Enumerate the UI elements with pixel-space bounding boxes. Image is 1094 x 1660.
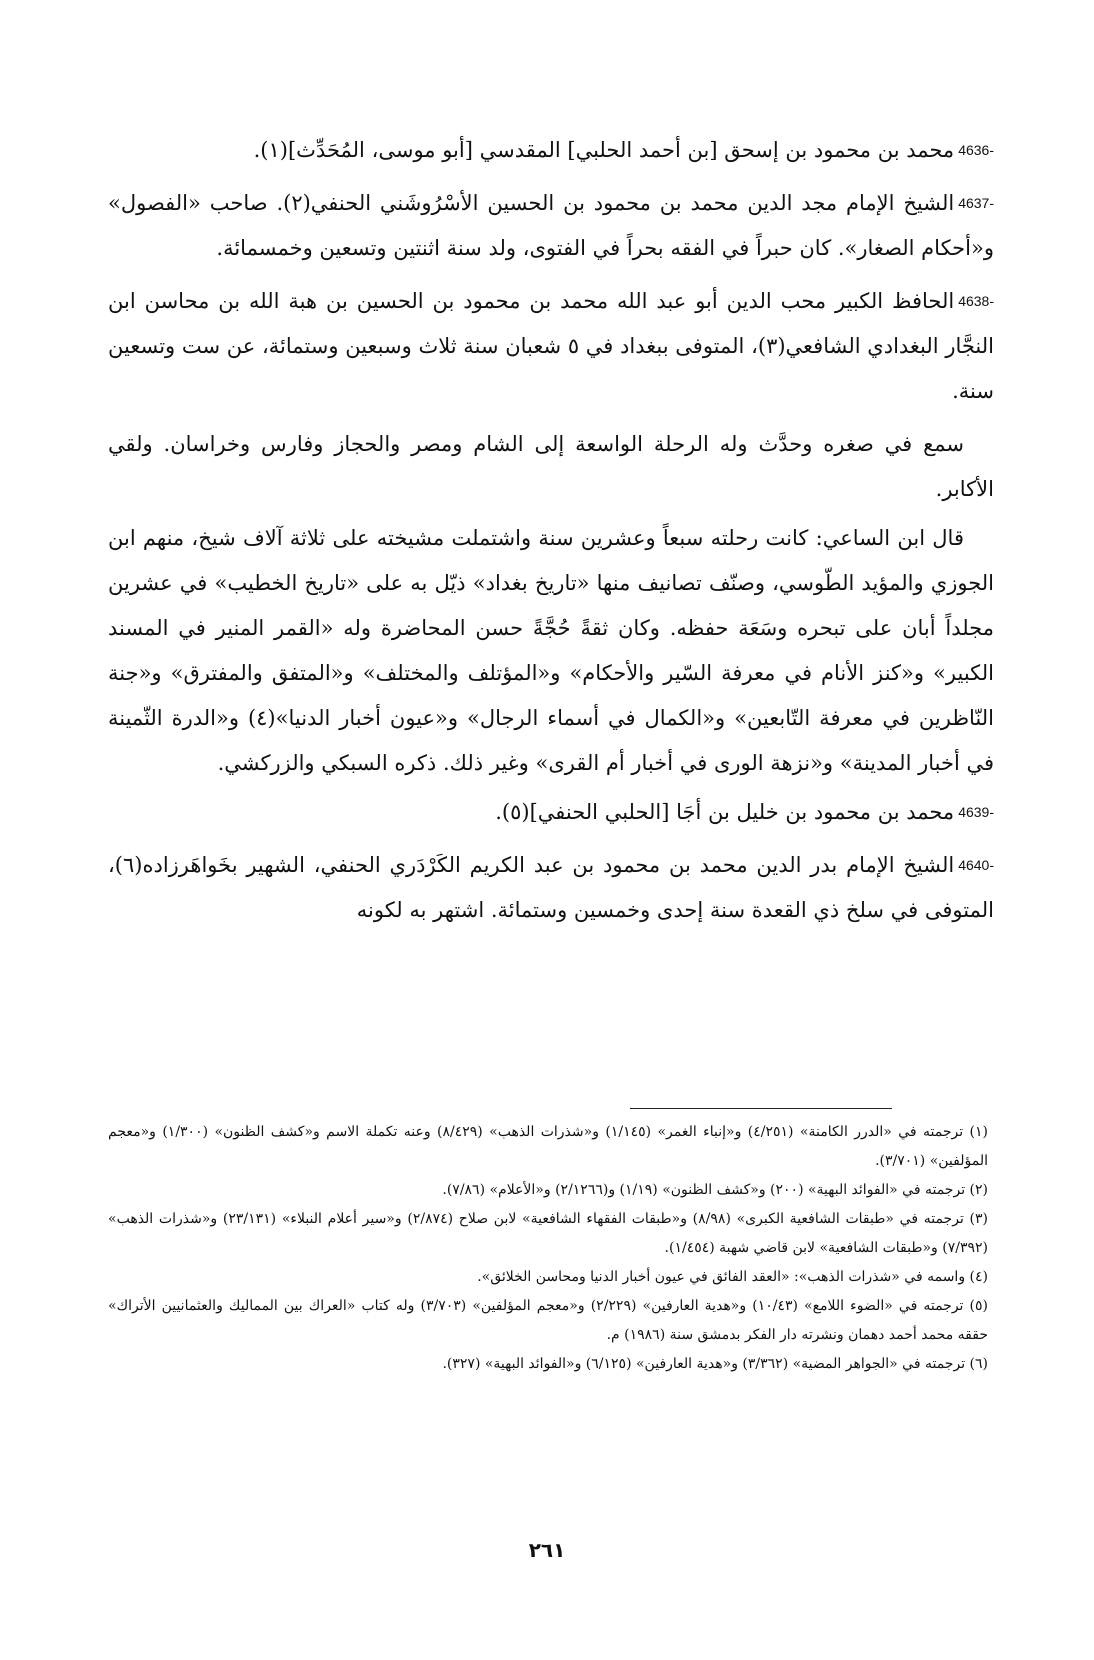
footnotes (108, 1118, 988, 1379)
entry-text: الحافظ الكبير محب الدين أبو عبد الله محمد بن محمود بن الحسين بن هبة الله بن محاسن ابن النجَّار البغدادي الشافعي(٣)، المتوفى ببغداد في ٥ شعبان سنة ثلاث وسبعين وستمائة، عن ست وتسعين سنة. (108, 289, 994, 403)
entry-4636 (108, 128, 994, 173)
entry-number: 4640- (958, 857, 994, 873)
footnote-3: (٣) ترجمته في «طبقات الشافعية الكبرى» (٨/٩٨) و«طبقات الفقهاء الشافعية» لابن صلاح (٢/٨٧٤) و«سير أعلام النبلاء» (٢٣/١٣١) و«شذرات الذهب» (٧/٣٩٢) و«طبقات الشافعية» لابن قاضي شهبة (١/٤٥٤). (108, 1211, 989, 1256)
entry-4640 (108, 843, 994, 933)
entry-4637 (108, 181, 994, 271)
entry-number: 4637- (958, 195, 995, 211)
footnote-1: (١) ترجمته في «الدرر الكامنة» (٤/٢٥١) و«إنباء الغمر» (١/١٤٥) و«شذرات الذهب» (٨/٤٢٩) وعنه تكملة الاسم و«كشف الظنون» (١/٣٠٠) و«معجم المؤلفين» (٣/٧٠١). (108, 1124, 988, 1169)
entry-text: محمد بن محمود بن خليل بن أجَا [الحلبي الحنفي](٥). (495, 800, 955, 824)
entry-4638 (108, 279, 994, 414)
body-paragraph: قال ابن الساعي: كانت رحلته سبعاً وعشرين سنة واشتملت مشيخته على ثلاثة آلاف شيخ، منهم ابن الجوزي والمؤيد الطّوسي، وصنّف تصانيف منها «تاريخ بغداد» ذيّل به على «تاريخ الخطيب» في عشرين مجلداً أبان على تبحره وسَعَة حفظه. وكان ثقةً حُجَّةً حسن المحاضرة وله «القمر المنير في المسند الكبير» و«كنز الأنام في معرفة السّير والأحكام» و«المؤتلف والمختلف» و«المتفق والمفترق» و«جنة النّاظرين في معرفة التّابعين» و«الكمال في أسماء الرجال» و«عيون أخبار الدنيا»(٤) و«الدرة الثّمينة في أخبار المدينة» و«نزهة الورى في أخبار أم القرى» وغير ذلك. ذكره السبكي والزركشي. (108, 526, 994, 775)
page-number: ٢٦١ (528, 1538, 566, 1562)
body-paragraph: سمع في صغره وحدَّث وله الرحلة الواسعة إلى الشام ومصر والحجاز وفارس وخراسان. ولقي الأكابر. (108, 432, 994, 501)
main-text (108, 128, 994, 941)
footnote-4: (٤) واسمه في «شذرات الذهب»: «العقد الفائق في عيون أخبار الدنيا ومحاسن الخلائق». (477, 1269, 988, 1285)
entry-4639 (108, 790, 994, 835)
entry-text: محمد بن محمود بن إسحق [بن أحمد الحلبي] المقدسي [أبو موسى، المُحَدِّث](١). (253, 138, 955, 162)
footnote-separator (630, 1108, 892, 1109)
entry-text: الشيخ الإمام بدر الدين محمد بن محمود بن عبد الكريم الكَرْدَري الحنفي، الشهير بخَواهَرزاده(٦)، المتوفى في سلخ ذي القعدة سنة إحدى وخمسين وستمائة. اشتهر به لكونه (108, 853, 994, 922)
footnote-2: (٢) ترجمته في «الفوائد البهية» (٢٠٠) و«كشف الظنون» (١/١٩) و(٢/١٢٦٦) و«الأعلام» (٧/٨٦). (442, 1182, 988, 1198)
entry-number: 4639- (958, 804, 994, 820)
footnote-6: (٦) ترجمته في «الجواهر المضية» (٣/٣٦٢) و«هدية العارفين» (٦/١٢٥) و«الفوائد البهية» (٣٢٧). (442, 1356, 988, 1372)
entry-number: 4636- (958, 142, 994, 158)
entry-number: 4638- (958, 293, 994, 309)
footnote-5: (٥) ترجمته في «الضوء اللامع» (١٠/٤٣) و«هدية العارفين» (٢/٢٢٩) و«معجم المؤلفين» (٣/٧٠٣) وله كتاب «العراك بين المماليك والعثمانيين الأتراك» حققه محمد أحمد دهمان ونشرته دار الفكر بدمشق سنة (١٩٨٦) م. (108, 1298, 988, 1343)
entry-text: الشيخ الإمام مجد الدين محمد بن محمود بن الحسين الأسْرُوشَني الحنفي(٢). صاحب «الفصول» و«أحكام الصغار». كان حبراً في الفقه بحراً في الفتوى، ولد سنة اثنتين وتسعين وخمسمائة. (108, 191, 994, 260)
